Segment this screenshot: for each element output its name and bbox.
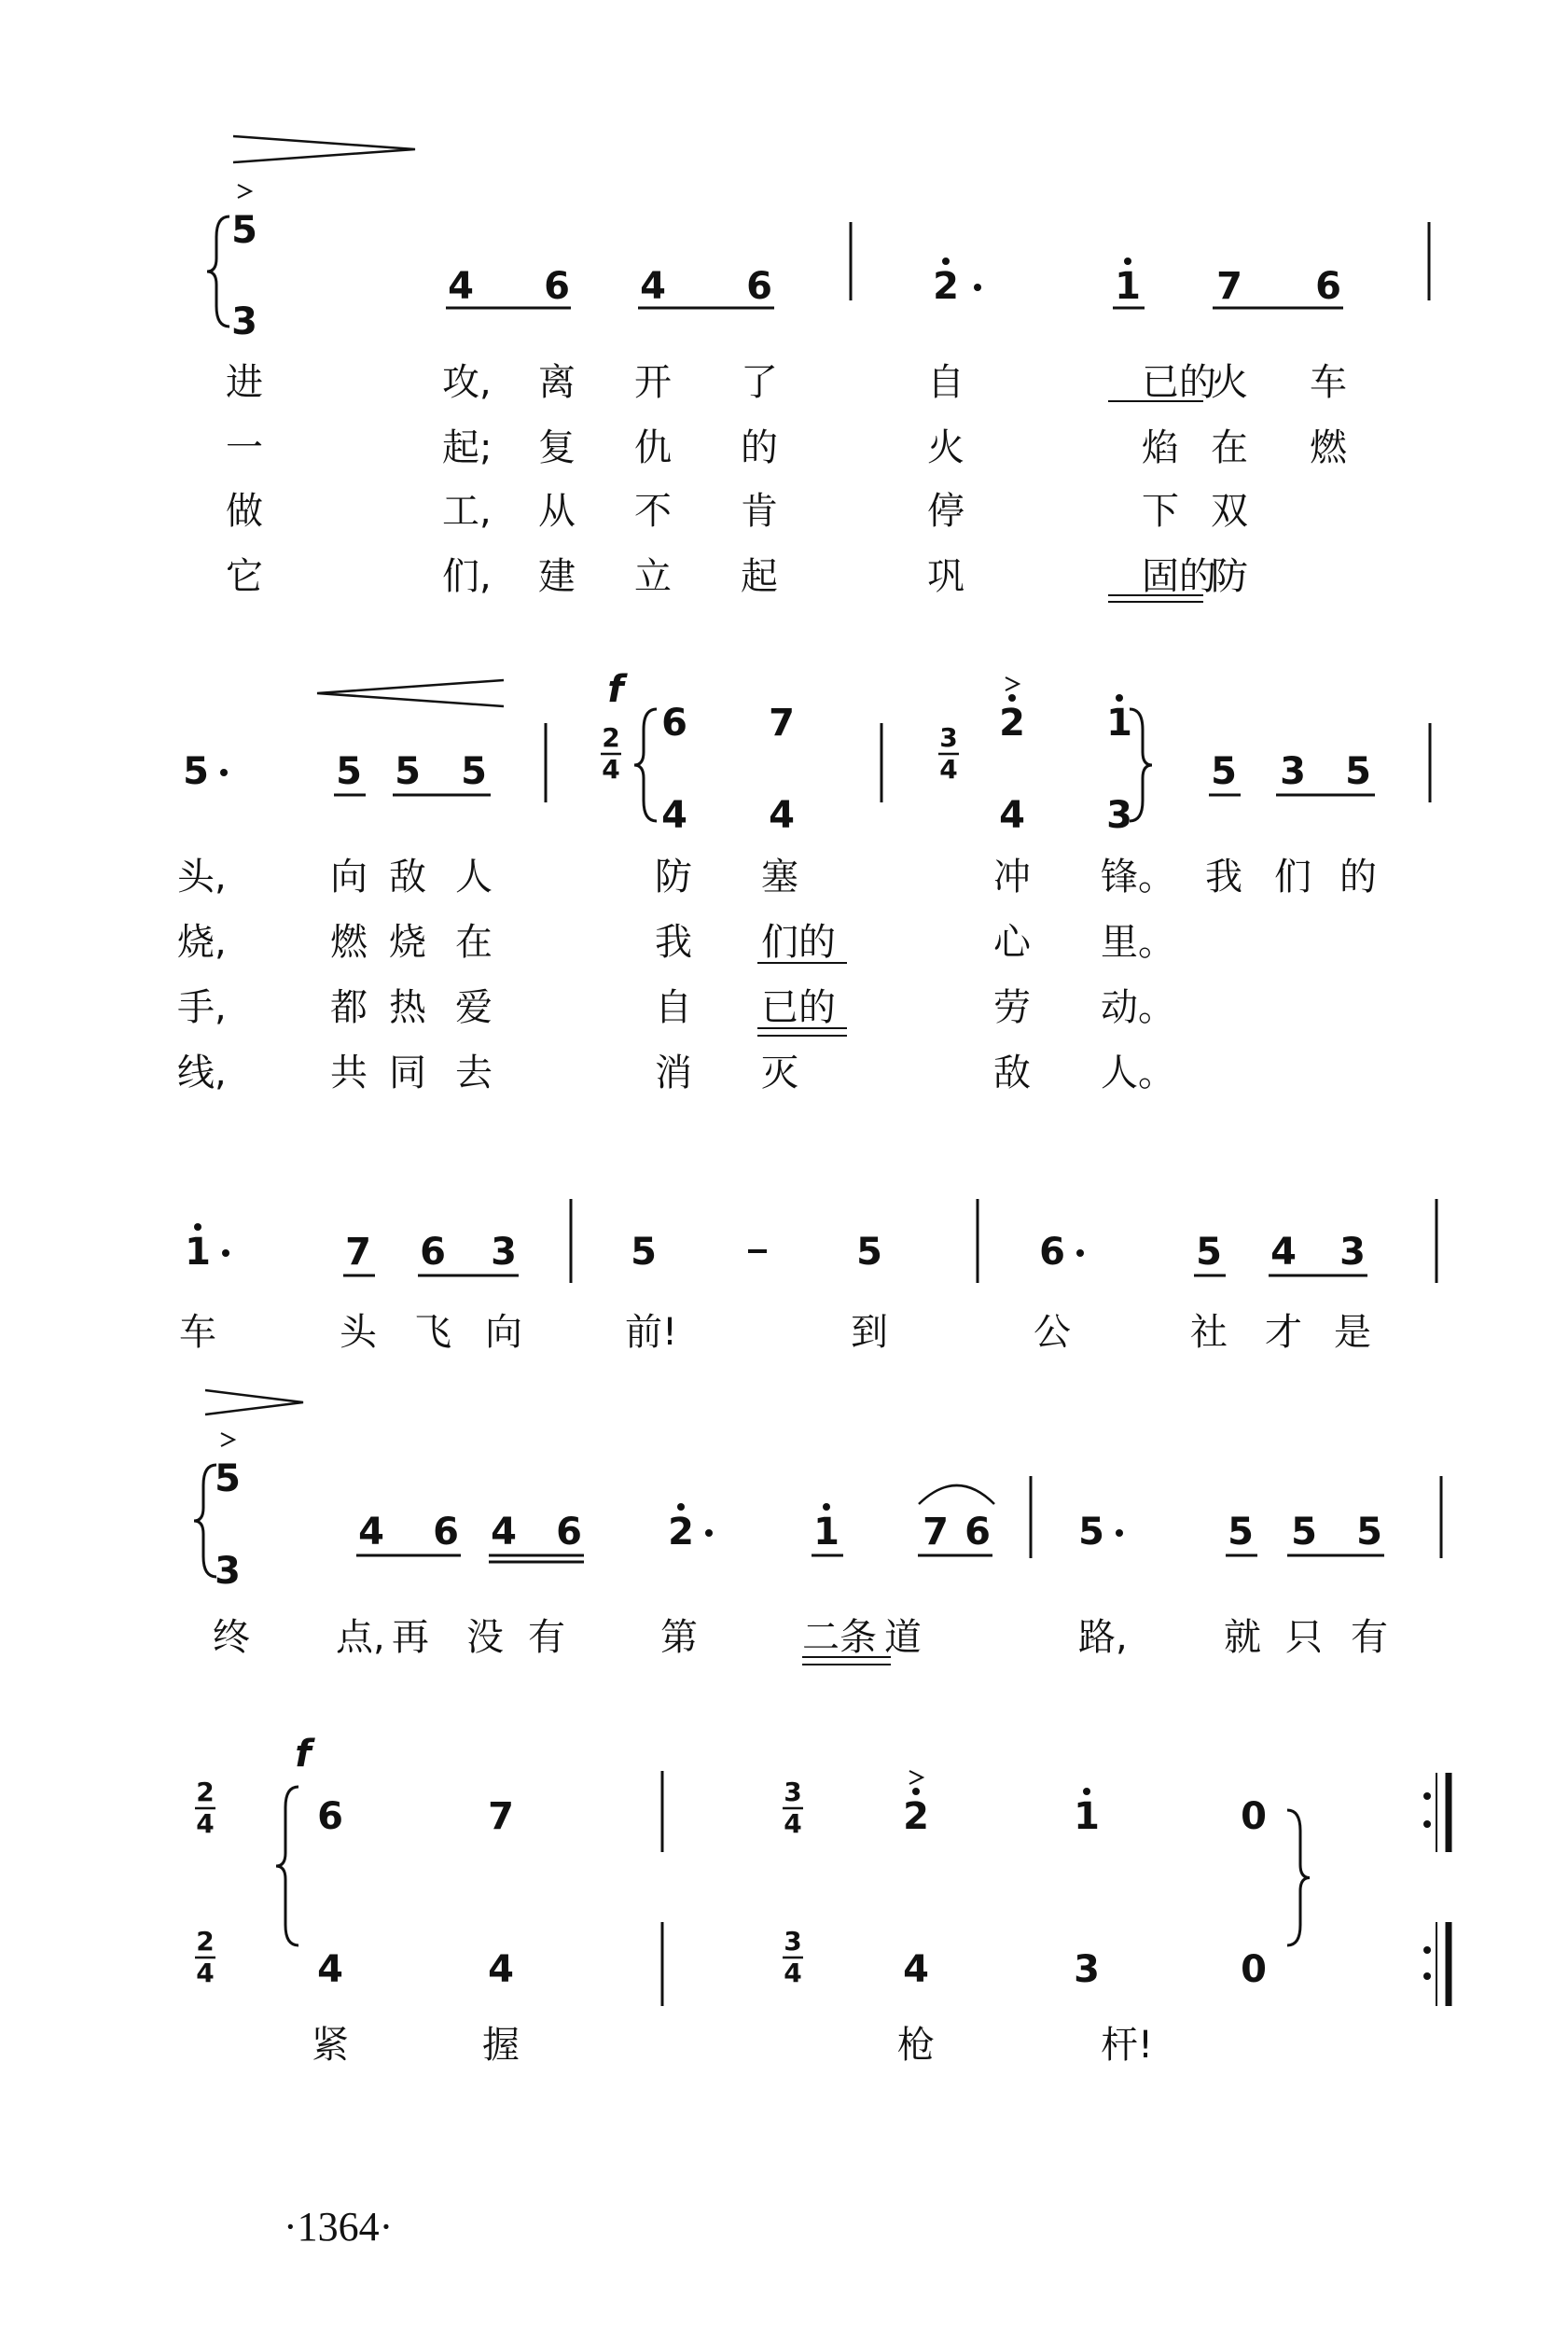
lyric-syllable: 灭 [761, 1052, 798, 1094]
lyric-syllable: 火 [927, 426, 964, 469]
jianpu-note: 6 [1315, 265, 1341, 308]
lyric-syllable: 爱 [455, 986, 493, 1029]
lyric-syllable: 已的 [761, 986, 836, 1029]
lyric-syllable: 已的 [1142, 361, 1216, 404]
lyric-syllable: 劳 [993, 986, 1031, 1029]
lyric-syllable: 车 [179, 1311, 216, 1354]
page-number: ·1364· [284, 2204, 394, 2250]
jianpu-note: 5 [1211, 750, 1237, 793]
lyric-syllable: 都 [330, 986, 368, 1029]
lyric-syllable: 一 [226, 426, 263, 469]
repeat-dot [1423, 1972, 1431, 1980]
lyric-syllable: 锋。 [1101, 856, 1175, 899]
accent-mark [909, 1771, 923, 1784]
lyric-syllable: 车 [1310, 361, 1347, 404]
repeat-dot [1423, 1792, 1431, 1800]
time-signature-denominator: 4 [784, 1808, 802, 1839]
lyric-syllable: 烧, [177, 921, 227, 964]
lyric-syllable: 终 [213, 1616, 250, 1659]
octave-dot [194, 1223, 201, 1231]
dynamic-hairpin [317, 680, 504, 706]
lyric-syllable: 们, [442, 555, 492, 598]
jianpu-note: 6 [544, 265, 570, 308]
jianpu-note: 1 [1115, 265, 1141, 308]
jianpu-note: 3 [231, 300, 257, 343]
jianpu-note: 7 [345, 1231, 371, 1274]
lyric-syllable: 攻, [442, 361, 492, 404]
jianpu-note: 6 [964, 1511, 991, 1554]
jianpu-note: 3 [1339, 1231, 1366, 1274]
jianpu-note: 4 [491, 1511, 517, 1554]
lyric-syllable: 的 [1339, 856, 1377, 899]
accent-mark [221, 1433, 234, 1446]
jianpu-note: 6 [317, 1795, 343, 1838]
brace-left [276, 1787, 298, 1945]
lyric-syllable: 杆! [1101, 2024, 1154, 2067]
jianpu-note: 7 [488, 1795, 514, 1838]
jianpu-note: 5 [1078, 1511, 1104, 1554]
lyric-syllable: 在 [1211, 426, 1248, 469]
lyric-syllable: 做 [226, 490, 263, 533]
lyric-syllable: 向 [330, 856, 368, 899]
augmentation-dot [222, 1249, 229, 1257]
lyric-syllable: 不 [634, 490, 672, 533]
lyric-syllable: 只 [1285, 1616, 1323, 1659]
lyric-syllable: 起; [442, 426, 493, 469]
jianpu-note: 1 [1106, 702, 1132, 745]
lyric-syllable: 冲 [993, 856, 1031, 899]
dynamic-hairpin [233, 136, 415, 162]
jianpu-note: 2 [903, 1795, 929, 1838]
lyric-syllable: 燃 [1310, 426, 1347, 469]
lyric-syllable: 开 [634, 361, 672, 404]
lyric-syllable: 是 [1334, 1311, 1371, 1354]
jianpu-note: 6 [746, 265, 772, 308]
lyric-syllable: 了 [741, 361, 778, 404]
lyric-syllable: 复 [538, 426, 576, 469]
lyric-syllable: 燃 [330, 921, 368, 964]
time-signature-numerator: 2 [602, 722, 620, 753]
lyric-syllable: 枪 [897, 2024, 935, 2067]
lyric-syllable: 才 [1265, 1311, 1302, 1354]
lyric-syllable: 防 [655, 856, 692, 899]
jianpu-note: 4 [358, 1511, 384, 1554]
jianpu-note: 4 [903, 1948, 929, 1991]
lyric-syllable: 二条 [802, 1616, 877, 1659]
dynamic-forte: f [607, 668, 624, 711]
jianpu-note: 6 [433, 1511, 459, 1554]
lyric-syllable: 里。 [1101, 921, 1175, 964]
lyric-syllable: 巩 [927, 555, 964, 598]
lyric-syllable: 社 [1190, 1311, 1228, 1354]
octave-dot [1116, 694, 1123, 702]
jianpu-note: 6 [1039, 1231, 1065, 1274]
lyric-syllable: 我 [655, 921, 692, 964]
jianpu-note: 3 [1106, 794, 1132, 837]
jianpu-note: 0 [1241, 1948, 1267, 1991]
jianpu-note: 5 [183, 750, 209, 793]
lyric-syllable: 停 [927, 490, 964, 533]
jianpu-note: 1 [813, 1511, 840, 1554]
lyric-syllable: 双 [1211, 490, 1248, 533]
jianpu-note: 5 [1291, 1511, 1317, 1554]
lyric-syllable: 头 [340, 1311, 377, 1354]
jianpu-note: 4 [1270, 1231, 1297, 1274]
jianpu-note: 5 [856, 1231, 882, 1274]
octave-dot [1008, 694, 1016, 702]
lyric-syllable: 下 [1142, 490, 1179, 533]
lyric-syllable: 飞 [414, 1311, 451, 1354]
lyric-syllable: 第 [660, 1616, 698, 1659]
lyric-syllable: 线, [177, 1052, 227, 1094]
octave-dot [677, 1503, 685, 1511]
jianpu-note: 5 [215, 1457, 241, 1500]
brace-left [634, 709, 657, 821]
lyric-syllable: 去 [455, 1052, 493, 1094]
time-signature-denominator: 4 [784, 1958, 802, 1988]
lyric-syllable: 起 [741, 555, 778, 598]
accent-mark [238, 185, 251, 198]
time-signature-numerator: 3 [784, 1777, 802, 1807]
repeat-dot [1423, 1946, 1431, 1954]
lyric-syllable: 手, [177, 986, 227, 1029]
lyric-syllable: 同 [389, 1052, 426, 1094]
time-signature-numerator: 2 [196, 1926, 215, 1957]
lyric-syllable: 从 [538, 490, 576, 533]
lyric-syllable: 点, [336, 1616, 385, 1659]
lyric-syllable: 消 [655, 1052, 692, 1094]
lyric-syllable: 人 [455, 856, 493, 899]
dynamic-forte: f [295, 1733, 312, 1776]
lyric-syllable: 在 [455, 921, 493, 964]
lyric-syllable: 到 [851, 1311, 888, 1354]
lyric-syllable: 火 [1211, 361, 1248, 404]
jianpu-note: 2 [668, 1511, 694, 1554]
lyric-syllable: 向 [485, 1311, 522, 1354]
lyric-syllable: 就 [1224, 1616, 1261, 1659]
lyric-syllable: 头, [177, 856, 227, 899]
lyric-syllable: 共 [330, 1052, 368, 1094]
lyric-syllable: 道 [884, 1616, 922, 1659]
jianpu-note: 6 [556, 1511, 582, 1554]
lyric-syllable: 人。 [1101, 1052, 1175, 1094]
lyric-syllable: 紧 [312, 2024, 349, 2067]
lyric-syllable: 们的 [761, 921, 836, 964]
brace-right [1287, 1810, 1310, 1945]
jianpu-note: 5 [395, 750, 421, 793]
augmentation-dot [220, 769, 228, 776]
jianpu-note: 4 [769, 794, 795, 837]
octave-dot [1124, 258, 1131, 265]
jianpu-note: 4 [448, 265, 474, 308]
augmentation-dot [705, 1529, 713, 1537]
brace-left [194, 1465, 216, 1577]
lyric-syllable: 仇 [634, 426, 672, 469]
jianpu-note: 7 [1216, 265, 1242, 308]
jianpu-note: 4 [317, 1948, 343, 1991]
jianpu-note: 5 [1345, 750, 1371, 793]
lyric-syllable: 自 [655, 986, 692, 1029]
time-signature-numerator: 3 [939, 722, 958, 753]
tie-arc [919, 1485, 994, 1504]
lyric-syllable: 离 [538, 361, 576, 404]
lyric-syllable: 再 [392, 1616, 429, 1659]
lyric-syllable: 有 [528, 1616, 565, 1659]
lyric-syllable: 烧 [389, 921, 426, 964]
lyric-syllable: 自 [927, 361, 964, 404]
octave-dot [912, 1788, 920, 1795]
dynamic-hairpin [205, 1390, 303, 1414]
jianpu-note: 5 [461, 750, 487, 793]
lyric-syllable: 立 [634, 555, 672, 598]
jianpu-note: 4 [640, 265, 666, 308]
jianpu-note: 3 [1280, 750, 1306, 793]
repeat-dot [1423, 1820, 1431, 1828]
jianpu-note: 5 [631, 1231, 657, 1274]
brace-left [207, 216, 229, 327]
lyric-syllable: 肯 [741, 490, 778, 533]
lyric-syllable: 们 [1274, 856, 1311, 899]
jianpu-note: 7 [769, 702, 795, 745]
jianpu-note: 5 [1356, 1511, 1382, 1554]
jianpu-note: 4 [661, 794, 687, 837]
lyric-syllable: 固的 [1142, 555, 1216, 598]
time-signature-denominator: 4 [602, 754, 620, 785]
brace-right [1130, 709, 1152, 821]
lyric-syllable: 没 [466, 1616, 504, 1659]
lyric-syllable: 防 [1211, 555, 1248, 598]
jianpu-note: 1 [185, 1231, 211, 1274]
lyric-syllable: 塞 [761, 856, 798, 899]
jianpu-note: 3 [1074, 1948, 1100, 1991]
lyric-syllable: 动。 [1101, 986, 1175, 1029]
lyric-syllable: 焰 [1142, 426, 1179, 469]
lyric-syllable: 我 [1205, 856, 1242, 899]
octave-dot [942, 258, 950, 265]
augmentation-dot [974, 284, 981, 291]
jianpu-note: 5 [336, 750, 362, 793]
lyric-syllable: 敌 [993, 1052, 1031, 1094]
time-signature-denominator: 4 [196, 1958, 215, 1988]
lyric-syllable: 前! [625, 1311, 678, 1354]
jianpu-note: 6 [661, 702, 687, 745]
lyric-syllable: 的 [741, 426, 778, 469]
lyric-syllable: 工, [442, 490, 492, 533]
jianpu-note: 0 [1241, 1795, 1267, 1838]
time-signature-denominator: 4 [196, 1808, 215, 1839]
lyric-syllable: 进 [226, 361, 263, 404]
jianpu-note: 4 [488, 1948, 514, 1991]
time-signature-denominator: 4 [939, 754, 958, 785]
jianpu-note: 2 [999, 702, 1025, 745]
lyric-syllable: 公 [1034, 1311, 1071, 1354]
augmentation-dot [1116, 1529, 1123, 1537]
lyric-syllable: 热 [389, 986, 426, 1029]
octave-dot [823, 1503, 830, 1511]
lyric-syllable: 它 [226, 555, 263, 598]
lyric-syllable: 有 [1351, 1616, 1388, 1659]
time-signature-numerator: 3 [784, 1926, 802, 1957]
octave-dot [1083, 1788, 1090, 1795]
lyric-syllable: 握 [482, 2024, 520, 2067]
jianpu-note: 1 [1074, 1795, 1100, 1838]
augmentation-dot [1076, 1249, 1084, 1257]
jianpu-note: 5 [1228, 1511, 1254, 1554]
jianpu-note: 5 [231, 209, 257, 252]
jianpu-note: 3 [491, 1231, 517, 1274]
jianpu-note: 2 [933, 265, 959, 308]
accent-mark [1006, 677, 1019, 690]
jianpu-note: 5 [1196, 1231, 1222, 1274]
lyric-syllable: 心 [993, 921, 1031, 964]
jianpu-note: 4 [999, 794, 1025, 837]
lyric-syllable: 敌 [389, 856, 426, 899]
jianpu-note: 6 [420, 1231, 446, 1274]
jianpu-note: 7 [923, 1511, 949, 1554]
lyric-syllable: 路, [1078, 1616, 1128, 1659]
lyric-syllable: 建 [538, 555, 576, 598]
time-signature-numerator: 2 [196, 1777, 215, 1807]
jianpu-note: 3 [215, 1550, 241, 1593]
